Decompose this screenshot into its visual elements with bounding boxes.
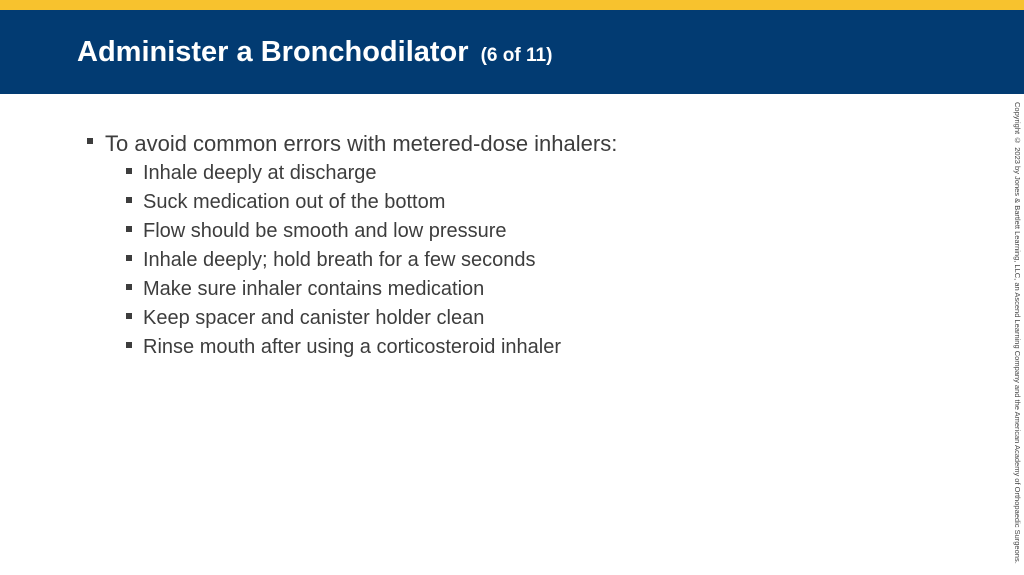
sub-bullet bbox=[125, 189, 1024, 218]
slide-title bbox=[77, 34, 552, 74]
sub-bullet bbox=[125, 276, 1024, 305]
square-bullet-icon bbox=[126, 255, 132, 261]
sub-bullet-text: Rinse mouth after using a corticosteroid inhaler bbox=[143, 336, 561, 358]
square-bullet-icon bbox=[87, 138, 93, 144]
sub-bullet bbox=[125, 218, 1024, 247]
slide-content bbox=[86, 130, 986, 361]
main-bullet-text: To avoid common errors with metered-dose inhalers: bbox=[105, 131, 618, 156]
main-bullet bbox=[86, 130, 986, 158]
accent-stripe bbox=[0, 0, 1024, 10]
sub-bullet-text: Make sure inhaler contains medication bbox=[143, 278, 485, 300]
slide-title-text: Administer a Bronchodilator bbox=[77, 36, 469, 68]
square-bullet-icon bbox=[126, 168, 132, 174]
copyright-notice: Copyright © 2023 by Jones & Bartlett Learning, LLC, an Ascend Learning Company and the American Academy of Orthopaedic Surgeons. bbox=[1013, 102, 1022, 564]
sub-bullet bbox=[125, 305, 1024, 334]
sub-bullet-text: Suck medication out of the bottom bbox=[143, 191, 446, 213]
sub-bullet-text: Flow should be smooth and low pressure bbox=[143, 220, 507, 242]
sub-bullet bbox=[125, 334, 1024, 363]
slide-counter: (6 of 11) bbox=[480, 45, 553, 66]
sub-bullet-list bbox=[125, 160, 1024, 363]
square-bullet-icon bbox=[126, 226, 132, 232]
sub-bullet bbox=[125, 160, 1024, 189]
square-bullet-icon bbox=[126, 342, 132, 348]
square-bullet-icon bbox=[126, 284, 132, 290]
sub-bullet bbox=[125, 247, 1024, 276]
sub-bullet-text: Keep spacer and canister holder clean bbox=[143, 307, 485, 329]
square-bullet-icon bbox=[126, 197, 132, 203]
sub-bullet-text: Inhale deeply at discharge bbox=[143, 162, 377, 184]
sub-bullet-text: Inhale deeply; hold breath for a few seconds bbox=[143, 249, 536, 271]
square-bullet-icon bbox=[126, 313, 132, 319]
